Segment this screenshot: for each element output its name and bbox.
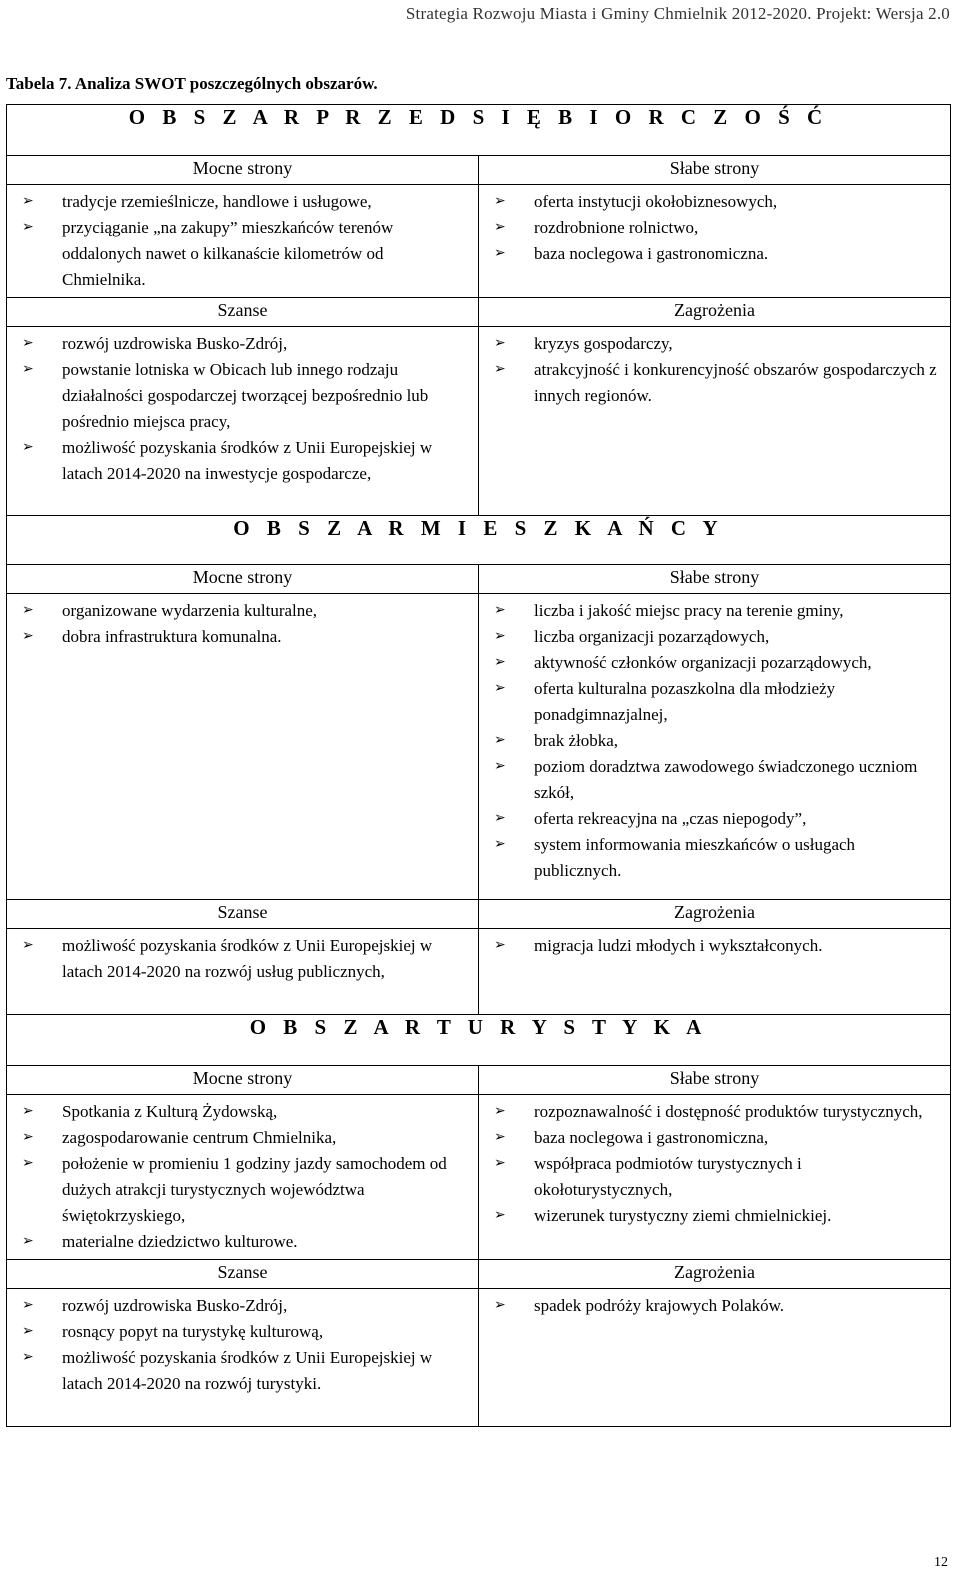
weaknesses-header: Słabe strony [479, 156, 951, 185]
arrow-bullet-icon: ➢ [22, 440, 34, 455]
bullet-list [7, 185, 478, 297]
arrow-bullet-icon: ➢ [494, 1156, 506, 1171]
list-item-text: możliwość pozyskania środków z Unii Europejskiej w latach 2014-2020 na inwestycje gospodarcze, [62, 438, 433, 483]
list-item [22, 1125, 470, 1151]
arrow-bullet-icon: ➢ [22, 1324, 34, 1339]
list-item [22, 933, 470, 985]
list-item [494, 357, 942, 409]
arrow-bullet-icon: ➢ [494, 194, 506, 209]
opportunities-header: Szanse [7, 298, 479, 327]
strengths-cell [7, 185, 479, 298]
arrow-bullet-icon: ➢ [22, 629, 34, 644]
threats-header: Zagrożenia [479, 1260, 951, 1289]
list-item-text: liczba i jakość miejsc pracy na terenie gminy, [534, 601, 844, 620]
list-item-text: organizowane wydarzenia kulturalne, [62, 601, 318, 620]
list-item [22, 1293, 470, 1319]
strengths-header: Mocne strony [7, 565, 479, 594]
list-item-text: dobra infrastruktura komunalna. [62, 627, 282, 646]
bullet-list [479, 1289, 950, 1323]
list-item-text: wizerunek turystyczny ziemi chmielnickiej. [534, 1206, 832, 1225]
page-header: Strategia Rozwoju Miasta i Gminy Chmielnik 2012-2020. Projekt: Wersja 2.0 [405, 4, 950, 23]
bullet-list [7, 929, 478, 989]
list-item-text: rozdrobnione rolnictwo, [534, 218, 699, 237]
area-title: O B S Z A R M I E S Z K A Ń C Y [7, 516, 951, 565]
arrow-bullet-icon: ➢ [494, 220, 506, 235]
opportunities-header: Szanse [7, 1260, 479, 1289]
bullet-list [479, 185, 950, 271]
strengths-header: Mocne strony [7, 1066, 479, 1095]
bullet-list [7, 1289, 478, 1401]
list-item [22, 331, 470, 357]
list-item-text: rozwój uzdrowiska Busko-Zdrój, [62, 1296, 288, 1315]
arrow-bullet-icon: ➢ [22, 1130, 34, 1145]
arrow-bullet-icon: ➢ [494, 603, 506, 618]
list-item-text: materialne dziedzictwo kulturowe. [62, 1232, 298, 1251]
list-item [494, 331, 942, 357]
area-title-row [7, 105, 951, 156]
arrow-bullet-icon: ➢ [494, 1208, 506, 1223]
arrow-bullet-icon: ➢ [22, 220, 34, 235]
list-item-text: oferta rekreacyjna na „czas niepogody”, [534, 809, 807, 828]
arrow-bullet-icon: ➢ [22, 1156, 34, 1171]
arrow-bullet-icon: ➢ [494, 246, 506, 261]
arrow-bullet-icon: ➢ [494, 1104, 506, 1119]
list-item [22, 357, 470, 435]
list-item [494, 754, 942, 806]
arrow-bullet-icon: ➢ [22, 362, 34, 377]
arrow-bullet-icon: ➢ [22, 603, 34, 618]
list-item [22, 1099, 470, 1125]
bullet-list [7, 594, 478, 654]
list-item-text: liczba organizacji pozarządowych, [534, 627, 770, 646]
list-item [494, 832, 942, 884]
list-item-text: przyciąganie „na zakupy” mieszkańców terenów oddalonych nawet o kilkanaście kilometrów od Chmielnika. [62, 218, 394, 289]
area-title: O B S Z A R T U R Y S T Y K A [7, 1015, 951, 1066]
list-item-text: rosnący popyt na turystykę kulturową, [62, 1322, 324, 1341]
list-item [22, 189, 470, 215]
area-title: O B S Z A R P R Z E D S I Ę B I O R C Z O Ś Ć [7, 105, 951, 156]
list-item [494, 1293, 942, 1319]
arrow-bullet-icon: ➢ [494, 681, 506, 696]
bullet-list [7, 1095, 478, 1259]
list-item-text: tradycje rzemieślnicze, handlowe i usługowe, [62, 192, 372, 211]
strengths-cell [7, 594, 479, 900]
opportunities-cell [7, 327, 479, 516]
list-item [494, 933, 942, 959]
arrow-bullet-icon: ➢ [22, 194, 34, 209]
opportunities-header: Szanse [7, 900, 479, 929]
arrow-bullet-icon: ➢ [494, 733, 506, 748]
list-item-text: powstanie lotniska w Obicach lub innego rodzaju działalności gospodarczej tworzącej bezpośrednio lub pośrednio miejsca pracy, [62, 360, 429, 431]
list-item-text: spadek podróży krajowych Polaków. [534, 1296, 785, 1315]
list-item [22, 598, 470, 624]
arrow-bullet-icon: ➢ [22, 336, 34, 351]
list-item-text: migracja ludzi młodych i wykształconych. [534, 936, 823, 955]
list-item [494, 241, 942, 267]
swot-table [6, 104, 951, 1427]
list-item-text: oferta kulturalna pozaszkolna dla młodzieży ponadgimnazjalnej, [534, 679, 836, 724]
list-item [22, 435, 470, 487]
list-item-text: położenie w promieniu 1 godziny jazdy samochodem od dużych atrakcji turystycznych województwa świętokrzyskiego, [62, 1154, 447, 1225]
list-item-text: oferta instytucji okołobiznesowych, [534, 192, 778, 211]
arrow-bullet-icon: ➢ [494, 1130, 506, 1145]
list-item [494, 189, 942, 215]
strengths-cell [7, 1095, 479, 1260]
arrow-bullet-icon: ➢ [494, 938, 506, 953]
arrow-bullet-icon: ➢ [494, 811, 506, 826]
list-item-text: rozpoznawalność i dostępność produktów turystycznych, [534, 1102, 923, 1121]
list-item [494, 1099, 942, 1125]
bullet-list [479, 929, 950, 963]
threats-cell [479, 929, 951, 1015]
list-item [22, 1345, 470, 1397]
list-item-text: system informowania mieszkańców o usługach publicznych. [534, 835, 856, 880]
threats-cell [479, 327, 951, 516]
list-item-text: Spotkania z Kulturą Żydowską, [62, 1102, 278, 1121]
arrow-bullet-icon: ➢ [494, 336, 506, 351]
opportunities-cell [7, 929, 479, 1015]
list-item [494, 598, 942, 624]
page-number: 12 [934, 1555, 948, 1570]
list-item [494, 728, 942, 754]
bullet-list [479, 327, 950, 413]
list-item [22, 624, 470, 650]
threats-header: Zagrożenia [479, 900, 951, 929]
list-item-text: możliwość pozyskania środków z Unii Europejskiej w latach 2014-2020 na rozwój usług publicznych, [62, 936, 433, 981]
bullet-list [7, 327, 478, 491]
list-item-text: baza noclegowa i gastronomiczna. [534, 244, 769, 263]
table-caption: Tabela 7. Analiza SWOT poszczególnych obszarów. [6, 74, 378, 93]
strengths-header: Mocne strony [7, 156, 479, 185]
weaknesses-header: Słabe strony [479, 1066, 951, 1095]
opportunities-cell [7, 1289, 479, 1427]
list-item [494, 1203, 942, 1229]
list-item-text: kryzys gospodarczy, [534, 334, 673, 353]
weaknesses-header: Słabe strony [479, 565, 951, 594]
arrow-bullet-icon: ➢ [494, 1298, 506, 1313]
list-item-text: atrakcyjność i konkurencyjność obszarów gospodarczych z innych regionów. [534, 360, 937, 405]
list-item [494, 806, 942, 832]
bullet-list [479, 1095, 950, 1233]
list-item-text: współpraca podmiotów turystycznych i okołoturystycznych, [534, 1154, 802, 1199]
arrow-bullet-icon: ➢ [494, 759, 506, 774]
list-item [494, 650, 942, 676]
arrow-bullet-icon: ➢ [22, 938, 34, 953]
weaknesses-cell [479, 185, 951, 298]
weaknesses-cell [479, 594, 951, 900]
arrow-bullet-icon: ➢ [22, 1298, 34, 1313]
arrow-bullet-icon: ➢ [22, 1350, 34, 1365]
list-item-text: poziom doradztwa zawodowego świadczonego uczniom szkół, [534, 757, 918, 802]
weaknesses-cell [479, 1095, 951, 1260]
list-item-text: rozwój uzdrowiska Busko-Zdrój, [62, 334, 288, 353]
list-item [494, 624, 942, 650]
list-item [22, 215, 470, 293]
list-item [22, 1151, 470, 1229]
list-item [22, 1319, 470, 1345]
list-item-text: baza noclegowa i gastronomiczna, [534, 1128, 769, 1147]
threats-header: Zagrożenia [479, 298, 951, 327]
threats-cell [479, 1289, 951, 1427]
list-item [494, 215, 942, 241]
arrow-bullet-icon: ➢ [494, 837, 506, 852]
list-item [494, 1125, 942, 1151]
list-item [22, 1229, 470, 1255]
list-item-text: aktywność członków organizacji pozarządowych, [534, 653, 872, 672]
arrow-bullet-icon: ➢ [22, 1104, 34, 1119]
list-item-text: brak żłobka, [534, 731, 619, 750]
list-item [494, 1151, 942, 1203]
bullet-list [479, 594, 950, 888]
list-item [494, 676, 942, 728]
arrow-bullet-icon: ➢ [494, 655, 506, 670]
arrow-bullet-icon: ➢ [494, 629, 506, 644]
list-item-text: możliwość pozyskania środków z Unii Europejskiej w latach 2014-2020 na rozwój turystyki. [62, 1348, 433, 1393]
arrow-bullet-icon: ➢ [22, 1234, 34, 1249]
list-item-text: zagospodarowanie centrum Chmielnika, [62, 1128, 337, 1147]
arrow-bullet-icon: ➢ [494, 362, 506, 377]
